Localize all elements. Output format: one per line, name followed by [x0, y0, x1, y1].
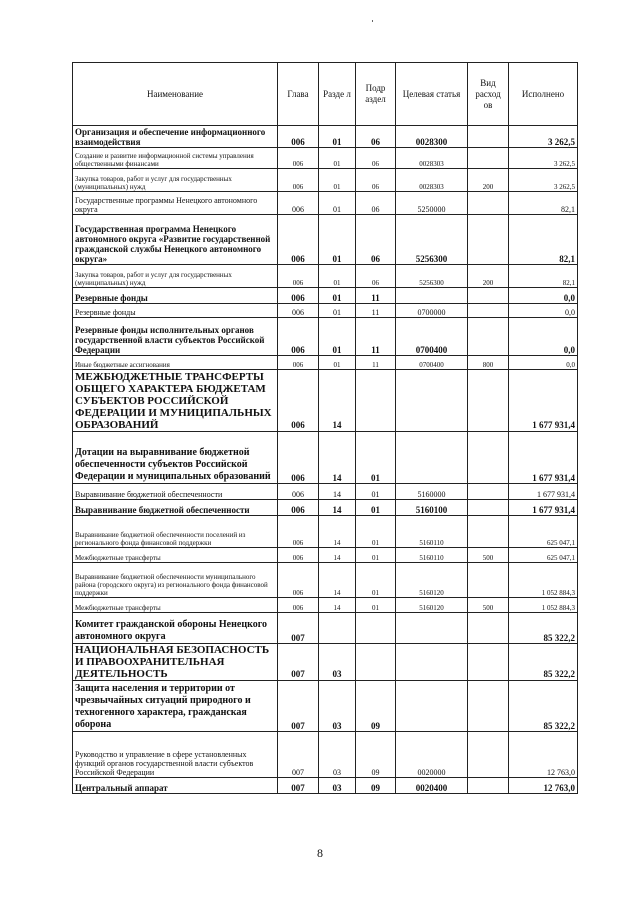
row-amount: 1 677 931,4 [509, 500, 578, 516]
row-target [396, 288, 468, 304]
row-name: Центральный аппарат [73, 778, 278, 794]
row-type [468, 304, 509, 318]
row-section: 03 [319, 778, 356, 794]
row-section: 01 [319, 356, 356, 370]
header-section: Разде л [319, 63, 356, 126]
row-section: 01 [319, 192, 356, 215]
row-section: 14 [319, 484, 356, 500]
table-row [73, 126, 578, 148]
row-type [468, 563, 509, 598]
row-target: 5160120 [396, 563, 468, 598]
row-chapter: 006 [278, 356, 319, 370]
row-section: 14 [319, 598, 356, 613]
budget-table [72, 62, 578, 794]
row-name: Резервные фонды [73, 304, 278, 318]
row-subsection: 11 [356, 304, 396, 318]
table-header-row [73, 63, 578, 126]
row-chapter: 006 [278, 432, 319, 484]
row-amount: 85 322,2 [509, 644, 578, 681]
table-row [73, 215, 578, 265]
row-type: 800 [468, 356, 509, 370]
row-type [468, 288, 509, 304]
row-chapter: 007 [278, 732, 319, 778]
row-chapter: 006 [278, 215, 319, 265]
row-section: 03 [319, 644, 356, 681]
row-section: 01 [319, 318, 356, 356]
row-type [468, 778, 509, 794]
row-section: 03 [319, 732, 356, 778]
row-chapter: 006 [278, 318, 319, 356]
row-type [468, 215, 509, 265]
row-subsection: 09 [356, 681, 396, 732]
row-chapter: 006 [278, 169, 319, 192]
row-target [396, 613, 468, 644]
row-name: МЕЖБЮДЖЕТНЫЕ ТРАНСФЕРТЫ ОБЩЕГО ХАРАКТЕРА БЮДЖЕТАМ СУБЪЕКТОВ РОССИЙСКОЙ ФЕДЕРАЦИИ И МУНИЦИПАЛЬНЫХ ОБРАЗОВАНИЙ [73, 370, 278, 432]
row-target: 5250000 [396, 192, 468, 215]
row-name: Закупка товаров, работ и услуг для государственных (муниципальных) нужд [73, 265, 278, 288]
row-amount: 0,0 [509, 318, 578, 356]
row-amount: 12 763,0 [509, 778, 578, 794]
row-name: Руководство и управление в сфере установленных функций органов государственной власти субъектов Российской Федерации [73, 732, 278, 778]
row-amount: 82,1 [509, 215, 578, 265]
row-type: 500 [468, 598, 509, 613]
row-type: 500 [468, 548, 509, 563]
row-chapter: 007 [278, 681, 319, 732]
table-row [73, 563, 578, 598]
row-target: 5160110 [396, 516, 468, 548]
row-name: Государственные программы Ненецкого автономного округа [73, 192, 278, 215]
row-amount: 1 052 884,3 [509, 598, 578, 613]
table-row [73, 356, 578, 370]
row-name: Защита населения и территории от чрезвычайных ситуаций природного и техногенного характера, гражданская оборона [73, 681, 278, 732]
row-amount: 85 322,2 [509, 613, 578, 644]
row-type [468, 644, 509, 681]
row-amount: 625 047,1 [509, 548, 578, 563]
row-subsection: 06 [356, 215, 396, 265]
row-target: 0020400 [396, 778, 468, 794]
row-section: 14 [319, 548, 356, 563]
row-amount: 0,0 [509, 288, 578, 304]
row-name: Создание и развитие информационной системы управления общественными финансами [73, 148, 278, 169]
table-row [73, 432, 578, 484]
row-subsection: 01 [356, 548, 396, 563]
row-amount: 0,0 [509, 304, 578, 318]
table-row [73, 732, 578, 778]
row-subsection: 01 [356, 484, 396, 500]
row-amount: 1 677 931,4 [509, 484, 578, 500]
row-target: 0020000 [396, 732, 468, 778]
row-subsection: 01 [356, 500, 396, 516]
table-row [73, 148, 578, 169]
row-name: Государственная программа Ненецкого автономного округа «Развитие государственной гражданской службы Ненецкого автономного округа» [73, 215, 278, 265]
row-subsection [356, 370, 396, 432]
row-section: 01 [319, 288, 356, 304]
row-target: 0700400 [396, 356, 468, 370]
row-subsection: 06 [356, 148, 396, 169]
row-target: 0028303 [396, 148, 468, 169]
row-section: 14 [319, 432, 356, 484]
row-amount: 3 262,5 [509, 169, 578, 192]
row-chapter: 006 [278, 370, 319, 432]
row-target: 0700400 [396, 318, 468, 356]
row-target: 5256300 [396, 265, 468, 288]
row-name: Комитет гражданской обороны Ненецкого автономного округа [73, 613, 278, 644]
table-row [73, 548, 578, 563]
row-type [468, 148, 509, 169]
row-section: 14 [319, 500, 356, 516]
row-name: Резервные фонды [73, 288, 278, 304]
row-type [468, 126, 509, 148]
row-amount: 12 763,0 [509, 732, 578, 778]
row-chapter: 006 [278, 148, 319, 169]
row-subsection: 01 [356, 563, 396, 598]
table-row [73, 598, 578, 613]
row-name: Иные бюджетные ассигнования [73, 356, 278, 370]
row-section: 03 [319, 681, 356, 732]
row-name: Выравнивание бюджетной обеспеченности муниципального района (городского округа) из регионального фонда финансовой поддержки [73, 563, 278, 598]
row-target [396, 432, 468, 484]
row-chapter: 006 [278, 304, 319, 318]
row-type [468, 613, 509, 644]
row-chapter: 006 [278, 192, 319, 215]
row-name: Выравнивание бюджетной обеспеченности поселений из регионального фонда финансовой поддержки [73, 516, 278, 548]
row-target [396, 370, 468, 432]
row-type [468, 192, 509, 215]
row-chapter: 006 [278, 265, 319, 288]
row-chapter: 007 [278, 644, 319, 681]
row-type [468, 370, 509, 432]
row-amount: 1 677 931,4 [509, 432, 578, 484]
table-row [73, 516, 578, 548]
header-target: Целевая статья [396, 63, 468, 126]
table-row [73, 370, 578, 432]
row-chapter: 006 [278, 126, 319, 148]
table-row [73, 318, 578, 356]
row-chapter: 006 [278, 500, 319, 516]
table-row [73, 613, 578, 644]
row-section: 01 [319, 215, 356, 265]
row-chapter: 006 [278, 516, 319, 548]
row-target: 0028303 [396, 169, 468, 192]
row-subsection: 11 [356, 356, 396, 370]
row-target [396, 644, 468, 681]
row-name: Закупка товаров, работ и услуг для государственных (муниципальных) нужд [73, 169, 278, 192]
row-subsection [356, 613, 396, 644]
row-section: 01 [319, 169, 356, 192]
header-subsection: Подр аздел [356, 63, 396, 126]
row-amount: 82,1 [509, 192, 578, 215]
row-target: 0028300 [396, 126, 468, 148]
row-subsection: 06 [356, 265, 396, 288]
row-target: 5160110 [396, 548, 468, 563]
row-type [468, 318, 509, 356]
row-section: 14 [319, 516, 356, 548]
row-section: 01 [319, 126, 356, 148]
table-row [73, 644, 578, 681]
row-section: 01 [319, 148, 356, 169]
row-subsection: 06 [356, 169, 396, 192]
row-subsection: 09 [356, 732, 396, 778]
row-amount: 85 322,2 [509, 681, 578, 732]
row-chapter: 006 [278, 484, 319, 500]
row-target: 5160120 [396, 598, 468, 613]
row-section: 14 [319, 563, 356, 598]
row-name: Резервные фонды исполнительных органов государственной власти субъектов Российской Федерации [73, 318, 278, 356]
table-row [73, 265, 578, 288]
table-row [73, 778, 578, 794]
header-name: Наименование [73, 63, 278, 126]
row-target: 5256300 [396, 215, 468, 265]
row-name: Организация и обеспечение информационного взаимодействия [73, 126, 278, 148]
row-amount: 3 262,5 [509, 126, 578, 148]
row-type [468, 681, 509, 732]
row-type [468, 732, 509, 778]
row-type [468, 484, 509, 500]
row-type [468, 500, 509, 516]
row-name: Выравнивание бюджетной обеспеченности [73, 500, 278, 516]
row-name: Межбюджетные трансферты [73, 548, 278, 563]
row-amount: 0,0 [509, 356, 578, 370]
row-subsection: 01 [356, 598, 396, 613]
table-row [73, 304, 578, 318]
table-row [73, 192, 578, 215]
row-subsection: 11 [356, 318, 396, 356]
row-subsection: 01 [356, 432, 396, 484]
header-chapter: Глава [278, 63, 319, 126]
table-row [73, 288, 578, 304]
row-target: 0700000 [396, 304, 468, 318]
row-amount: 1 052 884,3 [509, 563, 578, 598]
header-executed: Исполнено [509, 63, 578, 126]
table-row [73, 681, 578, 732]
budget-table-container [72, 62, 577, 794]
table-row [73, 484, 578, 500]
row-target [396, 681, 468, 732]
row-section [319, 613, 356, 644]
table-row [73, 500, 578, 516]
row-type [468, 432, 509, 484]
row-amount: 625 047,1 [509, 516, 578, 548]
header-expense-type: Вид расход ов [468, 63, 509, 126]
row-subsection: 01 [356, 516, 396, 548]
row-target: 5160000 [396, 484, 468, 500]
row-type: 200 [468, 169, 509, 192]
scan-mark [372, 20, 373, 22]
row-type: 200 [468, 265, 509, 288]
row-chapter: 006 [278, 598, 319, 613]
row-amount: 1 677 931,4 [509, 370, 578, 432]
row-subsection [356, 644, 396, 681]
row-name: Дотации на выравнивание бюджетной обеспеченности субъектов Российской Федерации и муниципальных образований [73, 432, 278, 484]
row-chapter: 006 [278, 548, 319, 563]
row-type [468, 516, 509, 548]
row-chapter: 007 [278, 613, 319, 644]
row-subsection: 06 [356, 192, 396, 215]
row-name: Межбюджетные трансферты [73, 598, 278, 613]
row-subsection: 11 [356, 288, 396, 304]
row-section: 01 [319, 304, 356, 318]
row-section: 14 [319, 370, 356, 432]
row-name: Выравнивание бюджетной обеспеченности [73, 484, 278, 500]
row-subsection: 06 [356, 126, 396, 148]
row-amount: 3 262,5 [509, 148, 578, 169]
row-name: НАЦИОНАЛЬНАЯ БЕЗОПАСНОСТЬ И ПРАВООХРАНИТЕЛЬНАЯ ДЕЯТЕЛЬНОСТЬ [73, 644, 278, 681]
row-chapter: 006 [278, 563, 319, 598]
row-chapter: 006 [278, 288, 319, 304]
row-chapter: 007 [278, 778, 319, 794]
table-row [73, 169, 578, 192]
row-amount: 82,1 [509, 265, 578, 288]
row-subsection: 09 [356, 778, 396, 794]
page-number: 8 [317, 846, 323, 860]
row-section: 01 [319, 265, 356, 288]
row-target: 5160100 [396, 500, 468, 516]
